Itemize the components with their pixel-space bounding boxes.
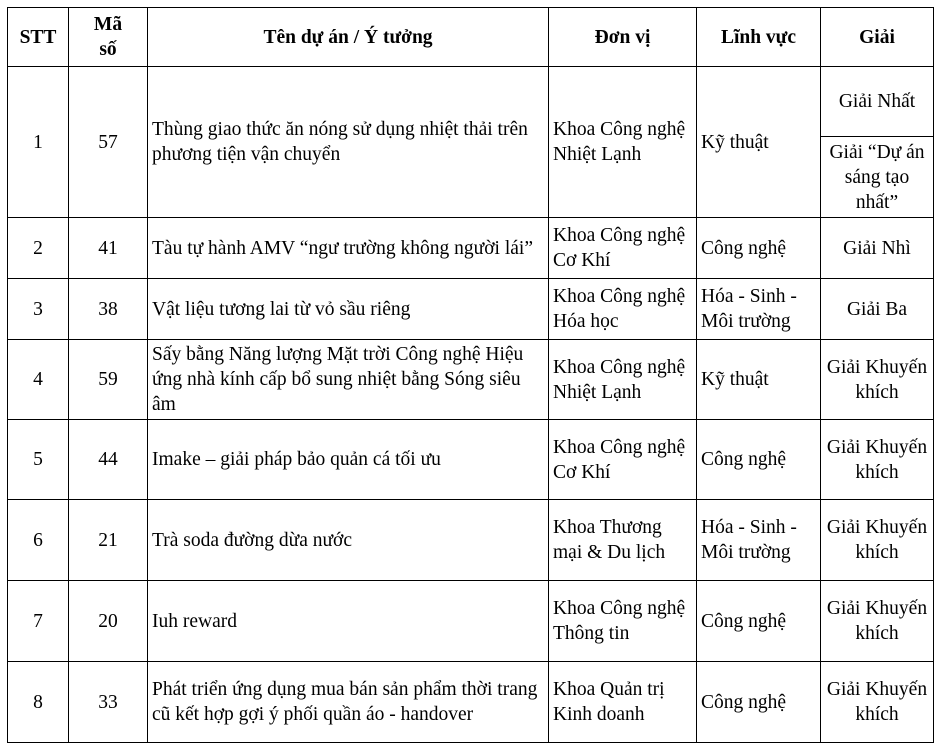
header-row [8,8,934,67]
award-cell: Giải Khuyến khích [821,340,934,420]
ma-so-cell: 20 [69,581,148,662]
ma-so-cell: 21 [69,500,148,581]
award-cell: Giải Khuyến khích [821,662,934,743]
field-cell: Kỹ thuật [697,340,821,420]
stt-cell: 3 [8,279,69,340]
unit-cell: Khoa Công nghệ Cơ Khí [549,420,697,500]
award-cell: Giải Khuyến khích [821,420,934,500]
ma-so-cell: 41 [69,218,148,279]
project-name-cell: Phát triển ứng dụng mua bán sản phẩm thời trang cũ kết hợp gợi ý phối quần áo - handover [148,662,549,743]
award-cell: Giải Ba [821,279,934,340]
project-name-cell: Iuh reward [148,581,549,662]
award-cell: Giải Khuyến khích [821,581,934,662]
stt-cell: 2 [8,218,69,279]
ma-so-cell: 33 [69,662,148,743]
header-linh-vuc: Lĩnh vực [697,8,821,67]
table-row [8,662,934,743]
table-row [8,581,934,662]
header-ma-so: Mã số [69,8,148,67]
header-stt: STT [8,8,69,67]
table-body [8,67,934,743]
award-cell: Giải Nhất [821,67,934,137]
table-row [8,420,934,500]
field-cell: Kỹ thuật [697,67,821,218]
unit-cell: Khoa Công nghệ Cơ Khí [549,218,697,279]
table-row [8,340,934,420]
project-name-cell: Sấy bằng Năng lượng Mặt trời Công nghệ Hiệu ứng nhà kính cấp bổ sung nhiệt bằng Sóng siêu âm [148,340,549,420]
award-extra-cell: Giải “Dự án sáng tạo nhất” [821,137,934,218]
stt-cell: 1 [8,67,69,218]
unit-cell: Khoa Công nghệ Hóa học [549,279,697,340]
stt-cell: 4 [8,340,69,420]
unit-cell: Khoa Quản trị Kinh doanh [549,662,697,743]
unit-cell: Khoa Công nghệ Nhiệt Lạnh [549,340,697,420]
stt-cell: 7 [8,581,69,662]
unit-cell: Khoa Thương mại & Du lịch [549,500,697,581]
table-row [8,279,934,340]
field-cell: Hóa - Sinh - Môi trường [697,500,821,581]
field-cell: Công nghệ [697,218,821,279]
ma-so-cell: 59 [69,340,148,420]
ma-so-cell: 57 [69,67,148,218]
field-cell: Công nghệ [697,420,821,500]
project-name-cell: Thùng giao thức ăn nóng sử dụng nhiệt thải trên phương tiện vận chuyển [148,67,549,218]
field-cell: Công nghệ [697,581,821,662]
table-row [8,67,934,137]
stt-cell: 5 [8,420,69,500]
project-name-cell: Trà soda đường dừa nước [148,500,549,581]
table-header [8,8,934,67]
unit-cell: Khoa Công nghệ Thông tin [549,581,697,662]
ma-so-cell: 44 [69,420,148,500]
header-ten-du-an: Tên dự án / Ý tưởng [148,8,549,67]
award-cell: Giải Nhì [821,218,934,279]
ma-so-cell: 38 [69,279,148,340]
field-cell: Hóa - Sinh - Môi trường [697,279,821,340]
stt-cell: 6 [8,500,69,581]
table-row [8,218,934,279]
header-don-vi: Đơn vị [549,8,697,67]
table-row [8,500,934,581]
unit-cell: Khoa Công nghệ Nhiệt Lạnh [549,67,697,218]
field-cell: Công nghệ [697,662,821,743]
stt-cell: 8 [8,662,69,743]
award-cell: Giải Khuyến khích [821,500,934,581]
header-giai: Giải [821,8,934,67]
project-name-cell: Imake – giải pháp bảo quản cá tối ưu [148,420,549,500]
project-name-cell: Tàu tự hành AMV “ngư trường không người lái” [148,218,549,279]
project-name-cell: Vật liệu tương lai từ vỏ sầu riêng [148,279,549,340]
awards-table [7,7,934,743]
